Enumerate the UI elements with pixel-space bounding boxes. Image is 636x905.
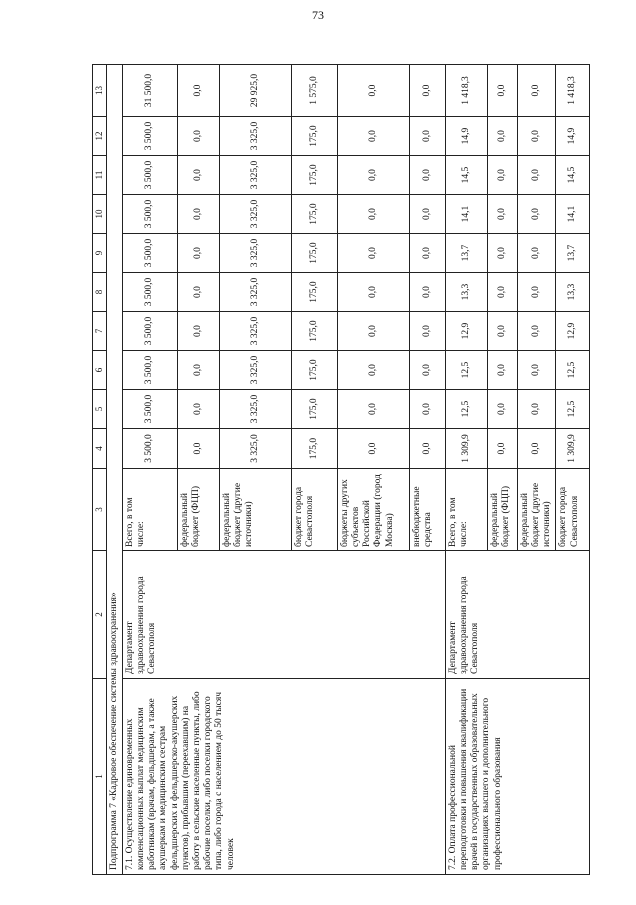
year-value: 3 500,0 xyxy=(122,156,177,195)
year-value: 3 325,0 xyxy=(219,429,291,469)
year-value: 12,9 xyxy=(445,312,487,351)
funding-source: Всего, в том числе: xyxy=(445,469,487,551)
total-value: 0,0 xyxy=(337,65,409,117)
funding-table xyxy=(92,64,590,875)
year-value: 0,0 xyxy=(487,234,517,273)
year-value: 0,0 xyxy=(409,351,445,390)
total-value: 0,0 xyxy=(517,65,556,117)
funding-source: федеральный бюджет (ФЦП) xyxy=(177,469,219,551)
year-value: 0,0 xyxy=(337,351,409,390)
year-value: 0,0 xyxy=(409,156,445,195)
year-value: 3 325,0 xyxy=(219,351,291,390)
year-value: 13,7 xyxy=(556,234,590,273)
year-value: 0,0 xyxy=(487,156,517,195)
year-value: 3 325,0 xyxy=(219,195,291,234)
column-number-6: 6 xyxy=(93,351,107,390)
funding-source: внебюджетные средства xyxy=(409,469,445,551)
year-value: 0,0 xyxy=(177,312,219,351)
year-value: 175,0 xyxy=(291,390,337,429)
year-value: 0,0 xyxy=(177,351,219,390)
year-value: 0,0 xyxy=(517,234,556,273)
column-number-4: 4 xyxy=(93,429,107,469)
year-value: 0,0 xyxy=(517,117,556,156)
year-value: 1 309,9 xyxy=(445,429,487,469)
year-value: 3 325,0 xyxy=(219,312,291,351)
year-value: 0,0 xyxy=(409,312,445,351)
year-value: 3 500,0 xyxy=(122,273,177,312)
year-value: 0,0 xyxy=(337,234,409,273)
subprogram-row xyxy=(106,65,122,875)
year-value: 0,0 xyxy=(177,195,219,234)
year-value: 12,5 xyxy=(445,351,487,390)
year-value: 0,0 xyxy=(177,234,219,273)
activity-description: 7.1. Осуществление единовременных компенсационных выплат медицинским работникам (врачам, фельдшерам, а также акушеркам и медицинским сестрам фельдшерских и фельдшерско-акушерских пунктов), прибывшим (переехавшим) на работу в сельские населенные пункты, либо рабочие поселки, либо поселки городского типа, либо города с населением до 50 тысяч человек xyxy=(122,679,445,875)
year-value: 175,0 xyxy=(291,351,337,390)
funding-source: федеральный бюджет (другие источники) xyxy=(219,469,291,551)
year-value: 175,0 xyxy=(291,195,337,234)
column-number-row xyxy=(93,65,107,875)
rotated-table-container xyxy=(92,65,580,875)
year-value: 13,7 xyxy=(445,234,487,273)
year-value: 3 500,0 xyxy=(122,351,177,390)
column-number-8: 8 xyxy=(93,273,107,312)
responsible-executor: Департамент здравоохранения города Севастополя xyxy=(122,551,445,679)
year-value: 3 325,0 xyxy=(219,117,291,156)
year-value: 0,0 xyxy=(337,429,409,469)
funding-source: федеральный бюджет (другие источники) xyxy=(517,469,556,551)
year-value: 0,0 xyxy=(517,390,556,429)
year-value: 3 500,0 xyxy=(122,117,177,156)
total-value: 1 418,3 xyxy=(556,65,590,117)
total-value: 0,0 xyxy=(177,65,219,117)
year-value: 0,0 xyxy=(487,273,517,312)
year-value: 0,0 xyxy=(409,390,445,429)
column-number-13: 13 xyxy=(93,65,107,117)
year-value: 0,0 xyxy=(337,195,409,234)
year-value: 3 500,0 xyxy=(122,234,177,273)
year-value: 3 500,0 xyxy=(122,390,177,429)
column-number-11: 11 xyxy=(93,156,107,195)
funding-source: бюджет города Севастополя xyxy=(291,469,337,551)
total-value: 0,0 xyxy=(409,65,445,117)
total-value: 1 418,3 xyxy=(445,65,487,117)
year-value: 14,1 xyxy=(445,195,487,234)
total-value: 29 925,0 xyxy=(219,65,291,117)
year-value: 3 500,0 xyxy=(122,429,177,469)
year-value: 0,0 xyxy=(177,390,219,429)
year-value: 0,0 xyxy=(517,273,556,312)
year-value: 0,0 xyxy=(409,234,445,273)
column-number-12: 12 xyxy=(93,117,107,156)
funding-row xyxy=(445,65,487,875)
year-value: 3 325,0 xyxy=(219,273,291,312)
total-value: 0,0 xyxy=(487,65,517,117)
year-value: 0,0 xyxy=(487,390,517,429)
year-value: 14,1 xyxy=(556,195,590,234)
year-value: 175,0 xyxy=(291,429,337,469)
year-value: 3 325,0 xyxy=(219,390,291,429)
year-value: 0,0 xyxy=(487,351,517,390)
year-value: 0,0 xyxy=(517,351,556,390)
funding-row xyxy=(122,65,177,875)
column-number-10: 10 xyxy=(93,195,107,234)
year-value: 3 325,0 xyxy=(219,156,291,195)
year-value: 0,0 xyxy=(517,195,556,234)
year-value: 0,0 xyxy=(177,117,219,156)
responsible-executor: Департамент здравоохранения города Севастополя xyxy=(445,551,590,679)
column-number-2: 2 xyxy=(93,551,107,679)
year-value: 12,9 xyxy=(556,312,590,351)
year-value: 175,0 xyxy=(291,273,337,312)
year-value: 3 325,0 xyxy=(219,234,291,273)
year-value: 13,3 xyxy=(445,273,487,312)
year-value: 175,0 xyxy=(291,312,337,351)
total-value: 1 575,0 xyxy=(291,65,337,117)
year-value: 14,5 xyxy=(556,156,590,195)
year-value: 0,0 xyxy=(487,117,517,156)
year-value: 0,0 xyxy=(177,429,219,469)
column-number-3: 3 xyxy=(93,469,107,551)
year-value: 0,0 xyxy=(409,273,445,312)
year-value: 12,5 xyxy=(445,390,487,429)
year-value: 12,5 xyxy=(556,351,590,390)
year-value: 0,0 xyxy=(517,156,556,195)
year-value: 175,0 xyxy=(291,234,337,273)
page-number: 73 xyxy=(312,8,324,22)
column-number-7: 7 xyxy=(93,312,107,351)
funding-source: федеральный бюджет (ФЦП) xyxy=(487,469,517,551)
funding-source: бюджеты других субъектов Российской Федерации (город Москва) xyxy=(337,469,409,551)
total-value: 31 500,0 xyxy=(122,65,177,117)
subprogram-title: Подпрограмма 7 «Кадровое обеспечение системы здравоохранения» xyxy=(106,65,122,875)
year-value: 0,0 xyxy=(517,312,556,351)
year-value: 175,0 xyxy=(291,156,337,195)
year-value: 13,3 xyxy=(556,273,590,312)
year-value: 0,0 xyxy=(409,117,445,156)
year-value: 0,0 xyxy=(487,429,517,469)
year-value: 0,0 xyxy=(337,390,409,429)
year-value: 0,0 xyxy=(517,429,556,469)
funding-source: бюджет города Севастополя xyxy=(556,469,590,551)
column-number-5: 5 xyxy=(93,390,107,429)
year-value: 0,0 xyxy=(409,429,445,469)
year-value: 175,0 xyxy=(291,117,337,156)
year-value: 14,9 xyxy=(445,117,487,156)
year-value: 3 500,0 xyxy=(122,195,177,234)
year-value: 3 500,0 xyxy=(122,312,177,351)
year-value: 0,0 xyxy=(177,273,219,312)
year-value: 0,0 xyxy=(409,195,445,234)
year-value: 0,0 xyxy=(487,195,517,234)
year-value: 0,0 xyxy=(177,156,219,195)
year-value: 14,5 xyxy=(445,156,487,195)
year-value: 0,0 xyxy=(337,117,409,156)
year-value: 0,0 xyxy=(337,312,409,351)
year-value: 1 309,9 xyxy=(556,429,590,469)
year-value: 0,0 xyxy=(487,312,517,351)
year-value: 12,5 xyxy=(556,390,590,429)
year-value: 0,0 xyxy=(337,156,409,195)
column-number-1: 1 xyxy=(93,679,107,875)
funding-source: Всего, в том числе: xyxy=(122,469,177,551)
year-value: 14,9 xyxy=(556,117,590,156)
activity-description: 7.2. Оплата профессиональной переподготовки и повышения квалификации врачей в государственных образовательных организациях высшего и дополнительного профессионального образования xyxy=(445,679,590,875)
column-number-9: 9 xyxy=(93,234,107,273)
year-value: 0,0 xyxy=(337,273,409,312)
